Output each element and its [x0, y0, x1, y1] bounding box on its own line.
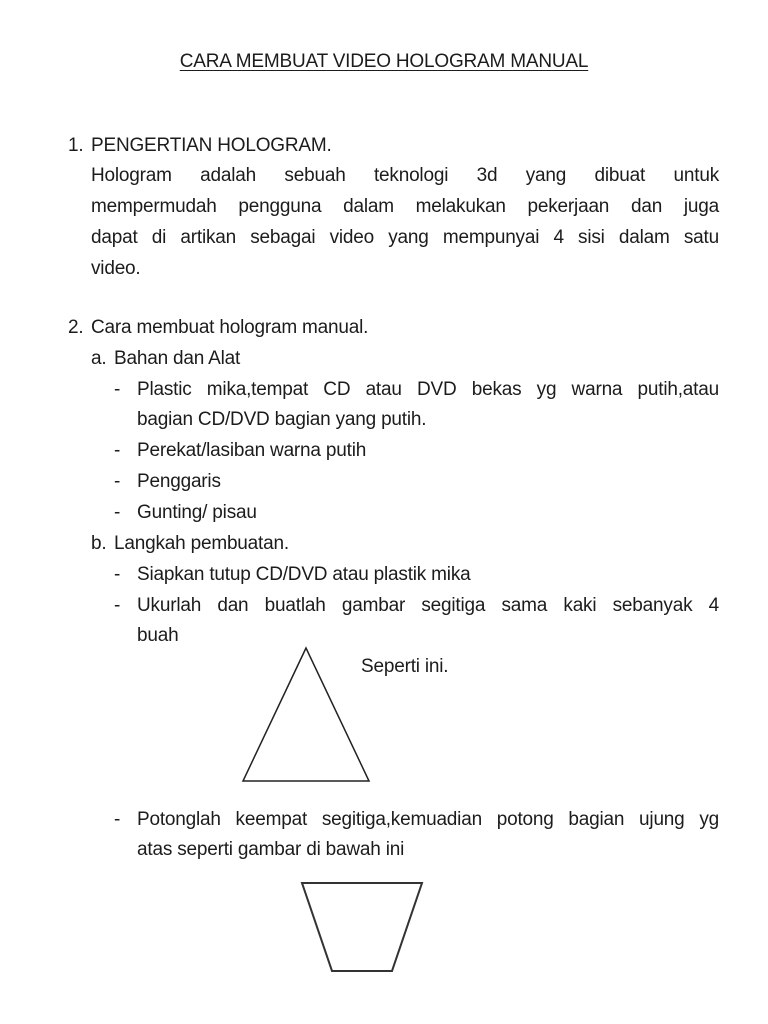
bullet-dash: -	[114, 564, 121, 585]
bullet-dash: -	[114, 471, 121, 492]
sub-b-heading: Langkah pembuatan.	[114, 533, 289, 554]
bullet-dash: -	[114, 595, 121, 616]
trapezoid-figure	[302, 883, 422, 971]
material-item-3: Penggaris	[137, 471, 221, 492]
step-item-3-line-2: atas seperti gambar di bawah ini	[137, 839, 405, 860]
sub-a-label: a.	[91, 348, 107, 369]
bullet-dash: -	[114, 440, 121, 461]
section1-number: 1.	[68, 135, 84, 156]
sub-b-label: b.	[91, 533, 107, 554]
section1-paragraph-line-1: Hologram adalah sebuah teknologi 3d yang dibuat untuk	[91, 165, 719, 186]
material-item-2: Perekat/lasiban warna putih	[137, 440, 367, 461]
bullet-dash: -	[114, 502, 121, 523]
step-item-2-line-2: buah	[137, 625, 179, 646]
sub-a-heading: Bahan dan Alat	[114, 348, 241, 369]
material-item-1-line-1: Plastic mika,tempat CD atau DVD bekas yg warna putih,atau	[137, 379, 719, 400]
title-text: CARA MEMBUAT VIDEO HOLOGRAM MANUAL	[179, 51, 589, 72]
step-item-3-line-1: Potonglah keempat segitiga,kemuadian potong bagian ujung yg	[137, 809, 719, 830]
material-item-4: Gunting/ pisau	[137, 502, 257, 523]
triangle-caption: Seperti ini.	[361, 656, 449, 677]
section2-number: 2.	[68, 317, 84, 338]
section1-paragraph-line-3: dapat di artikan sebagai video yang mempunyai 4 sisi dalam satu	[91, 227, 719, 248]
bullet-dash: -	[114, 809, 121, 830]
bullet-dash: -	[114, 379, 121, 400]
step-item-2-line-1: Ukurlah dan buatlah gambar segitiga sama kaki sebanyak 4	[137, 595, 719, 616]
section1-heading: PENGERTIAN HOLOGRAM.	[91, 135, 332, 156]
section1-paragraph-line-4: video.	[91, 258, 141, 279]
material-item-1-line-2: bagian CD/DVD bagian yang putih.	[137, 409, 427, 430]
isosceles-triangle-figure	[243, 648, 369, 781]
section1-paragraph-line-2: mempermudah pengguna dalam melakukan pekerjaan dan juga	[91, 196, 719, 217]
step-item-1: Siapkan tutup CD/DVD atau plastik mika	[137, 564, 471, 585]
section2-heading: Cara membuat hologram manual.	[91, 317, 369, 338]
